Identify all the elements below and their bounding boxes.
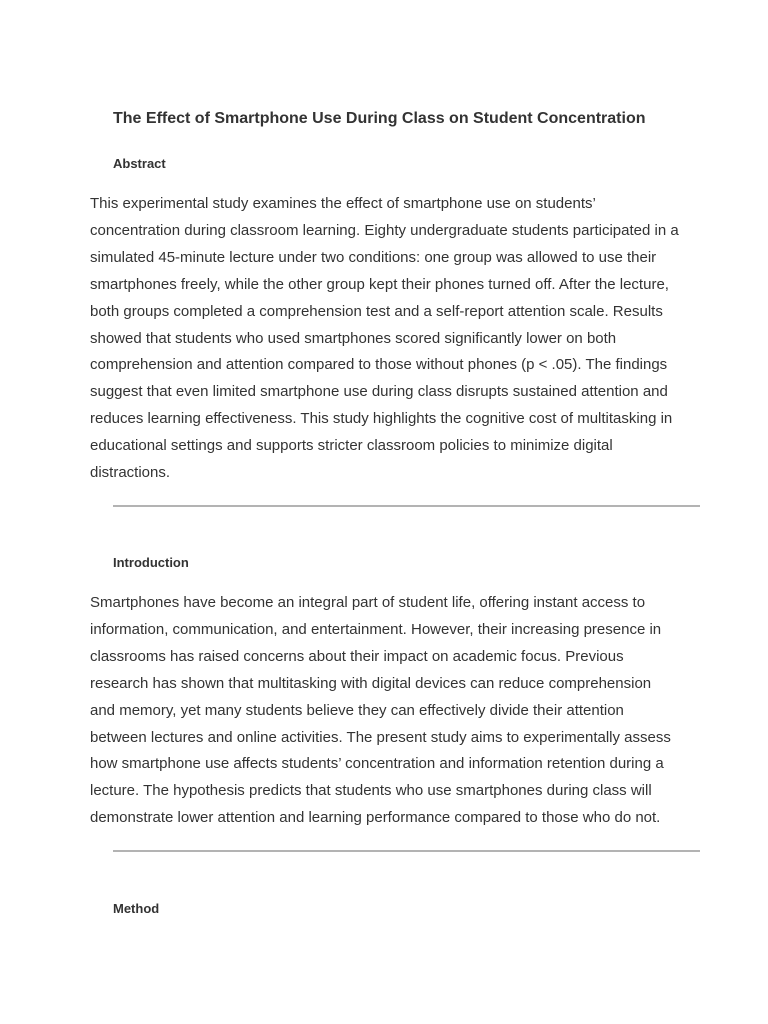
paper-title: The Effect of Smartphone Use During Class on Student Concentration bbox=[113, 110, 646, 127]
method-heading: Method bbox=[113, 901, 160, 916]
introduction-heading: Introduction bbox=[113, 555, 189, 570]
abstract-body: This experimental study examines the effect of smartphone use on students’ concentration during classroom learning. Eighty undergraduate students participated in a simulated 45-minute lecture under two conditions: one group was allowed to use their smartphones freely, while the other group kept their phones turned off. After the lecture, both groups completed a comprehension test and a self-report attention scale. Results showed that students who used smartphones scored significantly lower on both comprehension and attention compared to those without phones (p < .05). The findings suggest that even limited smartphone use during class disrupts sustained attention and reduces learning effectiveness. This study highlights the cognitive cost of multitasking in educational settings and supports stricter classroom policies to minimize digital distractions. bbox=[90, 195, 679, 482]
introduction-body: Smartphones have become an integral part of student life, offering instant access to information, communication, and entertainment. However, their increasing presence in classrooms has raised concerns about their impact on academic focus. Previous research has shown that multitasking with digital devices can reduce comprehension and memory, yet many students believe they can effectively divide their attention between lectures and online activities. The present study aims to experimentally assess how smartphone use affects students’ concentration and information retention during a lecture. The hypothesis predicts that students who use smartphones during class will demonstrate lower attention and learning performance compared to those who do not. bbox=[90, 594, 671, 827]
section-divider bbox=[113, 505, 700, 507]
section-divider bbox=[113, 850, 700, 852]
abstract-heading: Abstract bbox=[113, 156, 166, 171]
